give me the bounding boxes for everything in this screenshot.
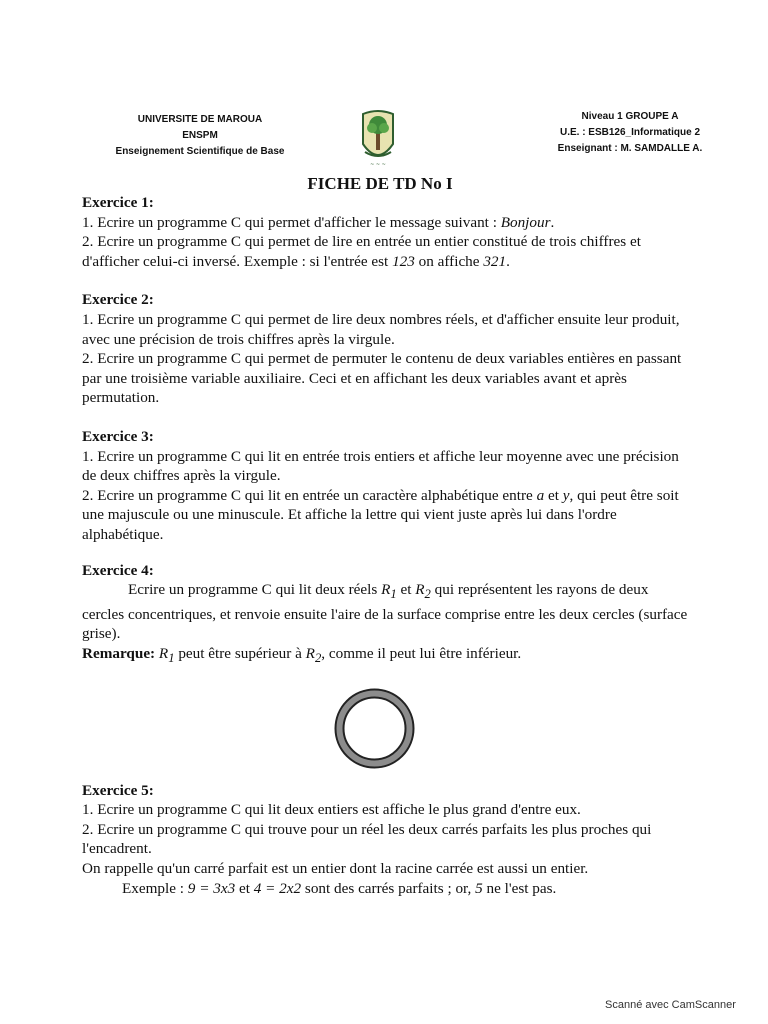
- school-name: ENSPM: [182, 130, 218, 141]
- exercise-2-item-1: 1. Ecrire un programme C qui permet de lire deux nombres réels, et d'afficher ensuite leur produit, avec une précision de trois chiffres après la virgule.: [82, 310, 680, 348]
- exercise-list: [82, 193, 694, 898]
- exercise-5-item-2: 2. Ecrire un programme C qui trouve pour un réel les deux carrés parfaits les plus proches qui l'encadrent.: [82, 820, 652, 858]
- exercise-2-item-2: 2. Ecrire un programme C qui permet de permuter le contenu de deux variables entières en passant par une troisième variable auxiliaire. Ceci et en affichant les deux variables avant et après permutation.: [82, 350, 682, 407]
- exercise-5-item-1: 1. Ecrire un programme C qui lit deux entiers est affiche le plus grand d'entre eux.: [82, 801, 581, 819]
- exercise-1-title: Exercice 1:: [82, 194, 154, 211]
- inner-circle: [344, 697, 406, 759]
- exercise-4-title: Exercice 4:: [82, 561, 154, 579]
- exercise-4-remark: Remarque: $R_1$ peut être supérieur à $R_2$, comme il peut lui être inférieur.: [82, 644, 522, 665]
- university-crest-icon: [353, 108, 403, 168]
- exercise-3-item-1: 1. Ecrire un programme C qui lit en entrée trois entiers et affiche leur moyenne avec une précision de deux chiffres après la virgule.: [82, 447, 679, 485]
- exercise-1-item-2: 2. Ecrire un programme C qui permet de lire en entrée un entier constitué de trois chiffres et d'afficher celui-ci inversé. Exemple : si l'entrée est 123 on affiche 321.: [82, 233, 641, 270]
- exercise-3-title: Exercice 3:: [82, 427, 154, 445]
- department-name: Enseignement Scientifique de Base: [115, 146, 285, 157]
- page-title: FICHE DE TD No I: [307, 174, 453, 193]
- level-group: Niveau 1 GROUPE A: [581, 111, 679, 122]
- exercise-5-reminder: On rappelle qu'un carré parfait est un entier dont la racine carrée est aussi un entier.: [82, 859, 589, 877]
- university-name: UNIVERSITE DE MAROUA: [137, 114, 263, 125]
- teacher-name: Enseignant : M. SAMDALLE A.: [557, 143, 703, 154]
- scanner-footer: Scanné avec CamScanner: [605, 999, 736, 1011]
- exercise-5-title: Exercice 5:: [82, 781, 154, 799]
- concentric-circles-figure: [82, 669, 694, 757]
- exercise-3-item-2: 2. Ecrire un programme C qui lit en entrée un caractère alphabétique entre a et y, qui peut être soit une majuscule ou une minuscule. Et affiche la lettre qui vient juste après lui dans l'ordre alphabétique.: [82, 486, 679, 543]
- annulus-diagram: [332, 686, 417, 771]
- course-unit: U.E. : ESB126_Informatique 2: [559, 127, 701, 138]
- exercise-2-title: Exercice 2:: [82, 291, 154, 309]
- exercise-5-example: Exemple : 9 = 3x3 et 4 = 2x2 sont des carrés parfaits ; or, 5 ne l'est pas.: [122, 879, 557, 897]
- exercise-1-item-1: 1. Ecrire un programme C qui permet d'afficher le message suivant : Bonjour.: [82, 213, 555, 231]
- header-right: [530, 109, 730, 157]
- exercise-4-statement: Ecrire un programme C qui lit deux réels $R_1$ et $R_2$ qui représentent les rayons de deux cercles concentriques, et renvoie ensuite l'aire de la surface comprise entre les deux cercles (surface grise).: [82, 581, 688, 643]
- svg-text:~ ~ ~: ~ ~ ~: [370, 162, 386, 168]
- header-left: [85, 112, 315, 160]
